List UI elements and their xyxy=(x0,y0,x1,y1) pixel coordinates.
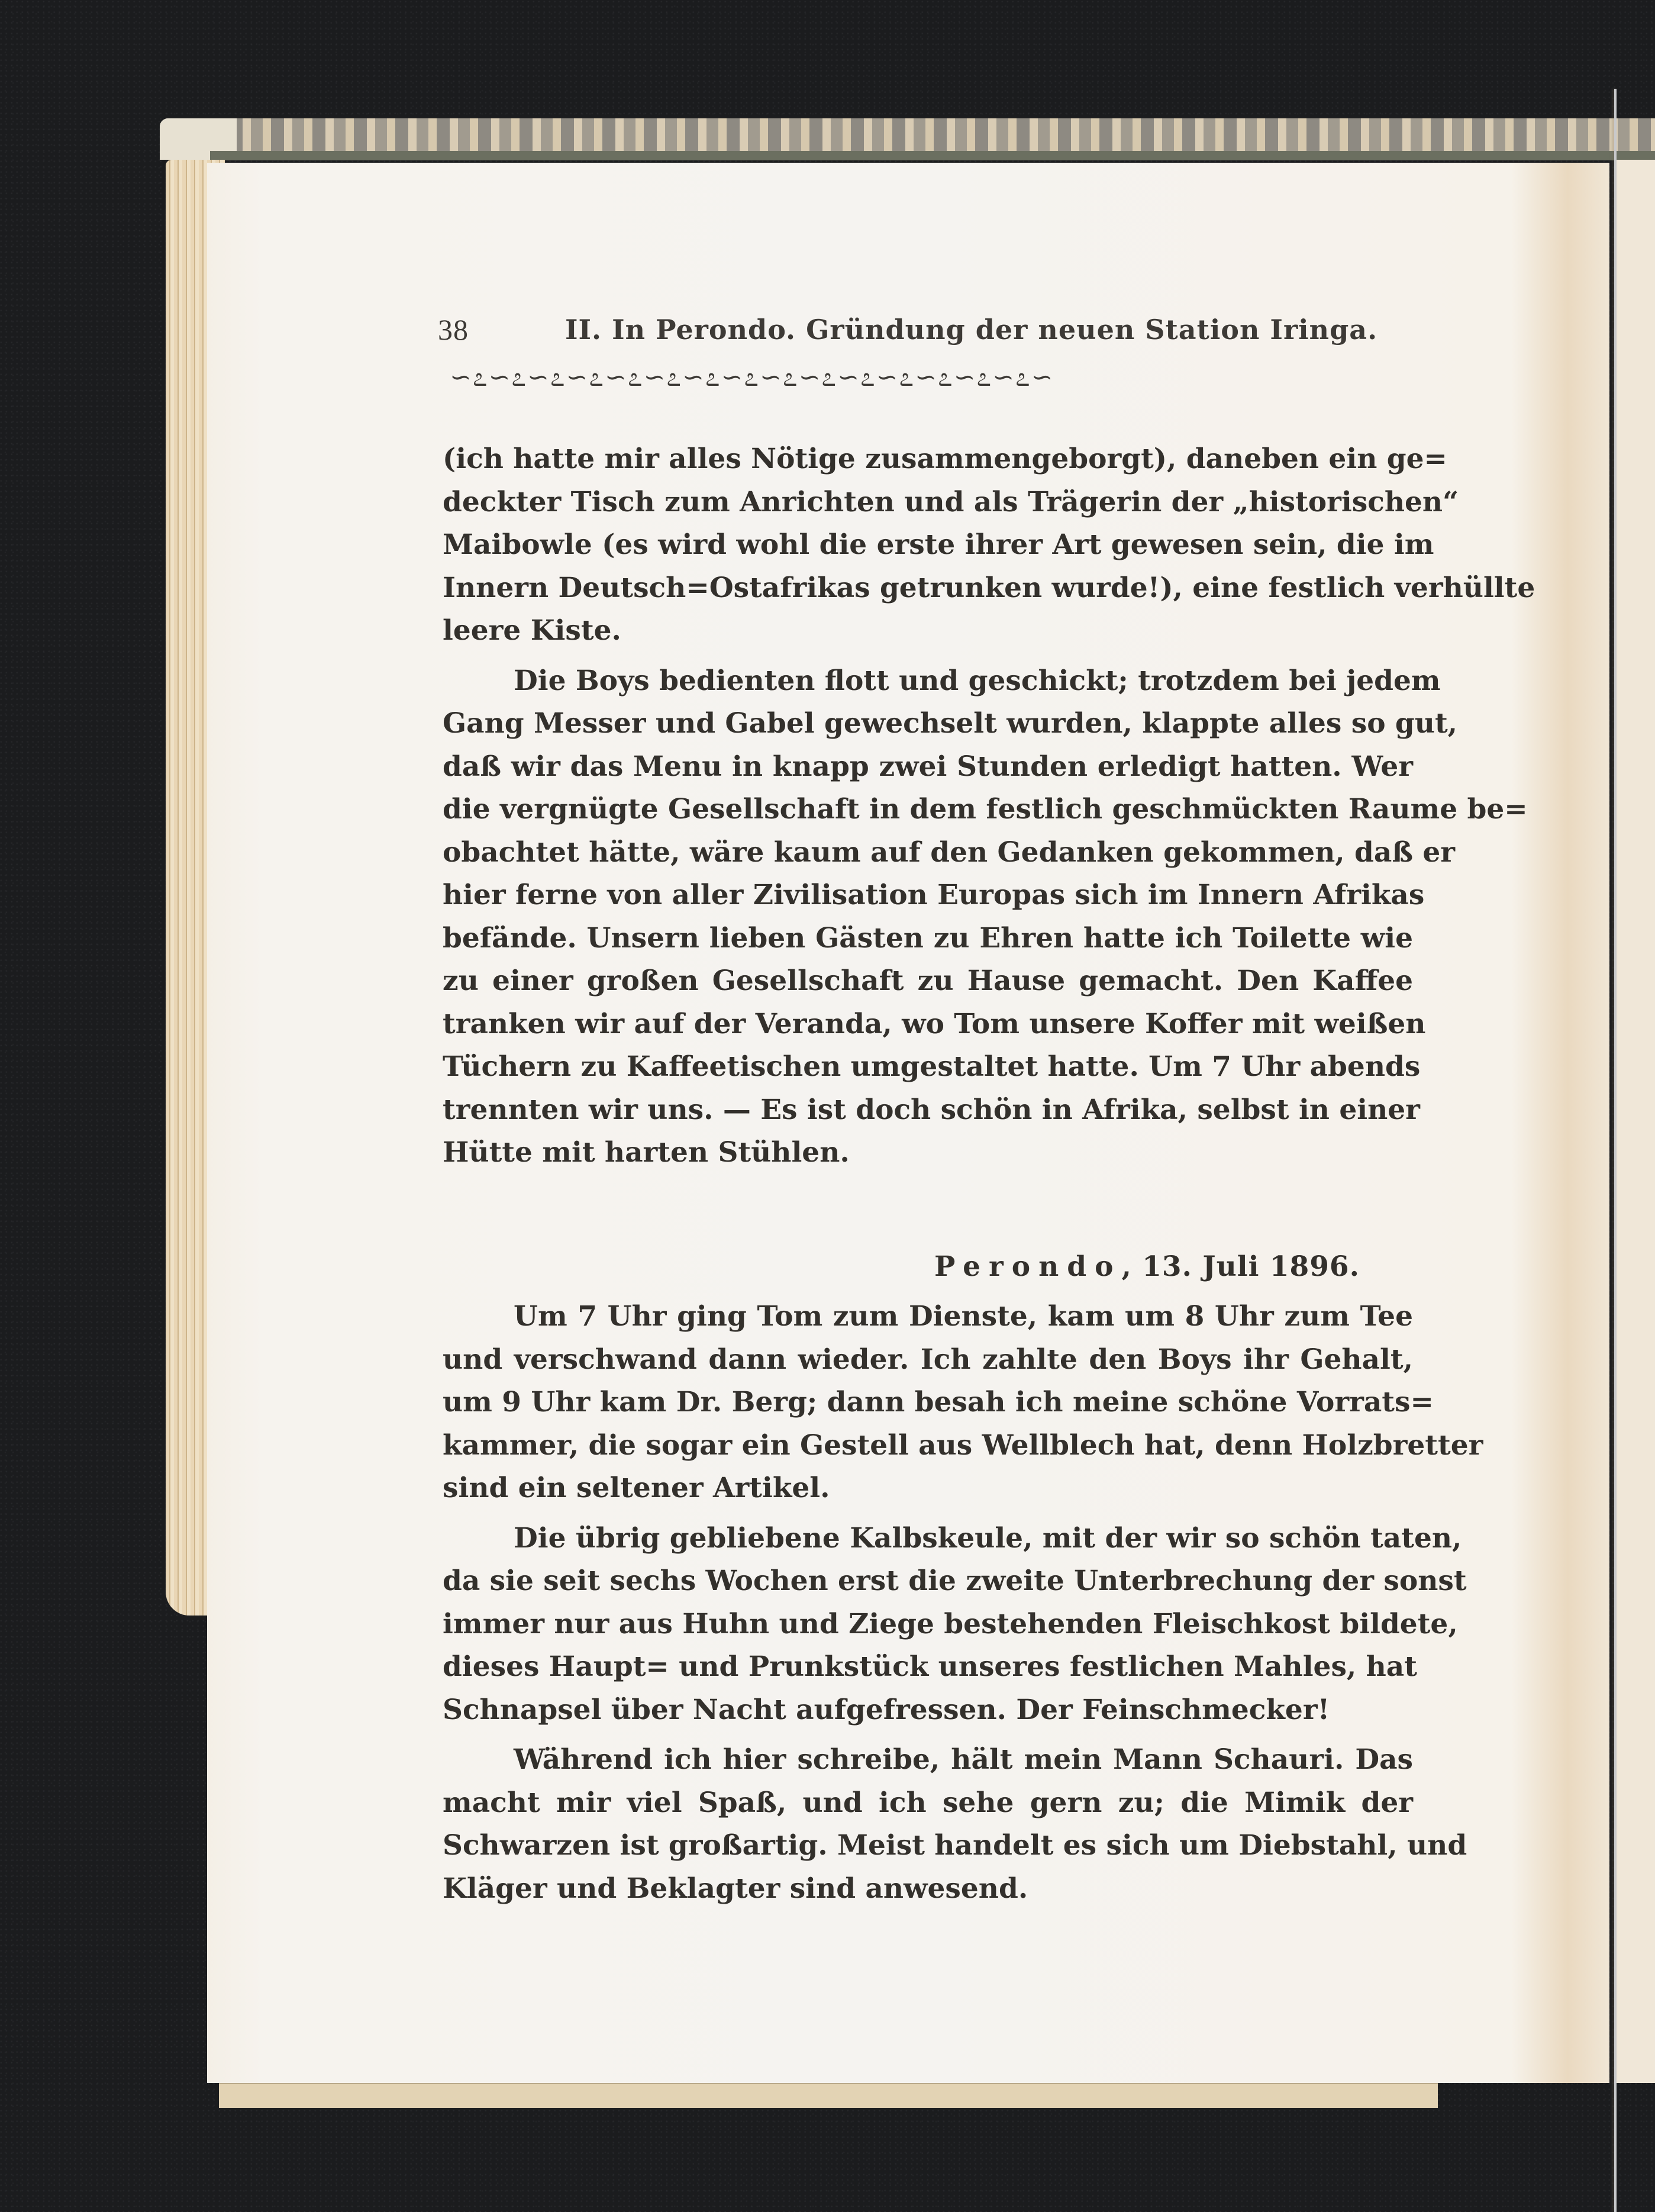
text-line: immer nur aus Huhn und Ziege bestehenden Fleischkost bildete, xyxy=(443,1607,1458,1640)
paragraphs-after-date xyxy=(443,1295,1483,1910)
text-line: Die Boys bedienten flott und geschickt; trotzdem bei jedem xyxy=(514,664,1441,697)
text-line: leere Kiste. xyxy=(443,614,621,647)
text-line: sind ein seltener Artikel. xyxy=(443,1472,830,1504)
text-line: um 9 Uhr kam Dr. Berg; dann besah ich meine schöne Vorrats= xyxy=(443,1386,1434,1418)
text-line: Die übrig gebliebene Kalbskeule, mit der wir so schön taten, xyxy=(514,1521,1462,1555)
paragraph xyxy=(443,438,1535,653)
paragraphs-before-date xyxy=(443,438,1535,1175)
paragraph-gap xyxy=(443,653,1413,660)
text-line: kammer, die sogar ein Gestell aus Wellblech hat, denn Holzbretter xyxy=(443,1429,1483,1462)
dateline-place: Perondo xyxy=(934,1250,1122,1283)
text-line: Schwarzen ist großartig. Meist handelt es sich um Diebstahl, und xyxy=(443,1829,1467,1862)
book-gutter xyxy=(1614,89,1617,2212)
text-line: trennten wir uns. — Es ist doch schön in Afrika, selbst in einer xyxy=(443,1093,1420,1126)
text-line: Gang Messer und Gabel gewechselt wurden, klappte alles so gut, xyxy=(443,707,1458,740)
text-line: (ich hatte mir alles Nötige zusammengeborgt), daneben ein ge= xyxy=(443,443,1447,475)
text-line: macht mir viel Spaß, und ich sehe gern zu; die Mimik der xyxy=(443,1786,1413,1819)
section-gap xyxy=(443,1175,1413,1246)
text-line: Innern Deutsch=Ostafrikas getrunken wurde!), eine festlich verhüllte xyxy=(443,571,1535,604)
text-line: daß wir das Menu in knapp zwei Stunden erledigt hatten. Wer xyxy=(443,750,1413,783)
page-number: 38 xyxy=(438,313,469,346)
book-headband xyxy=(210,151,1655,160)
text-line: befände. Unsern lieben Gästen zu Ehren hatte ich Toilette wie xyxy=(443,921,1413,955)
text-line: Schnapsel über Nacht aufgefressen. Der Feinschmecker! xyxy=(443,1693,1330,1726)
dateline-date: , 13. Juli 1896. xyxy=(1121,1250,1360,1283)
paragraph xyxy=(443,1295,1483,1510)
text-line: zu einer großen Gesellschaft zu Hause gemacht. Den Kaffee xyxy=(443,965,1413,997)
text-line: hier ferne von aller Zivilisation Europas sich im Innern Afrikas xyxy=(443,879,1425,911)
text-line: Während ich hier schreibe, hält mein Mann Schauri. Das xyxy=(514,1743,1413,1776)
text-line: obachtet hätte, wäre kaum auf den Gedanken gekommen, daß er xyxy=(443,836,1456,869)
text-line: Hütte mit harten Stühlen. xyxy=(443,1136,850,1169)
page-bottom-edge xyxy=(219,2083,1438,2108)
decorative-vine-ornament-icon: ∽೭∽೭∽೭∽೭∽೭∽೭∽೭∽೭∽೭∽೭∽೭∽೭∽೭∽೭∽೭∽ xyxy=(450,362,1054,392)
text-line: Maibowle (es wird wohl die erste ihrer Art gewesen sein, die im xyxy=(443,528,1434,561)
body-text xyxy=(443,438,1535,1910)
dateline xyxy=(443,1246,1413,1289)
running-head xyxy=(438,312,1420,354)
text-line: Um 7 Uhr ging Tom zum Dienste, kam um 8 Uhr zum Tee xyxy=(514,1300,1413,1333)
text-line: Tüchern zu Kaffeetischen umgestaltet hatte. Um 7 Uhr abends xyxy=(443,1050,1421,1083)
text-line: deckter Tisch zum Anrichten und als Trägerin der „historischen“ xyxy=(443,485,1459,518)
text-line: dieses Haupt= und Prunkstück unseres festlichen Mahles, hat xyxy=(443,1650,1417,1683)
text-line: tranken wir auf der Veranda, wo Tom unsere Koffer mit weißen xyxy=(443,1007,1426,1040)
paragraph-gap xyxy=(443,1731,1413,1739)
text-line: die vergnügte Gesellschaft in dem festlich geschmückten Raume be= xyxy=(443,793,1528,826)
paragraph xyxy=(443,1739,1467,1910)
paragraph-gap xyxy=(443,1510,1413,1517)
paragraph xyxy=(443,660,1528,1175)
paragraph xyxy=(443,1517,1467,1732)
chapter-running-title: II. In Perondo. Gründung der neuen Station Iringa. xyxy=(565,314,1378,346)
facing-page-edge xyxy=(1617,160,1655,2083)
text-line: Kläger und Beklagter sind anwesend. xyxy=(443,1872,1028,1905)
dateline-gap xyxy=(443,1288,1413,1295)
text-line: und verschwand dann wieder. Ich zahlte den Boys ihr Gehalt, xyxy=(443,1343,1413,1376)
text-line: da sie seit sechs Wochen erst die zweite Unterbrechung der sonst xyxy=(443,1565,1467,1597)
